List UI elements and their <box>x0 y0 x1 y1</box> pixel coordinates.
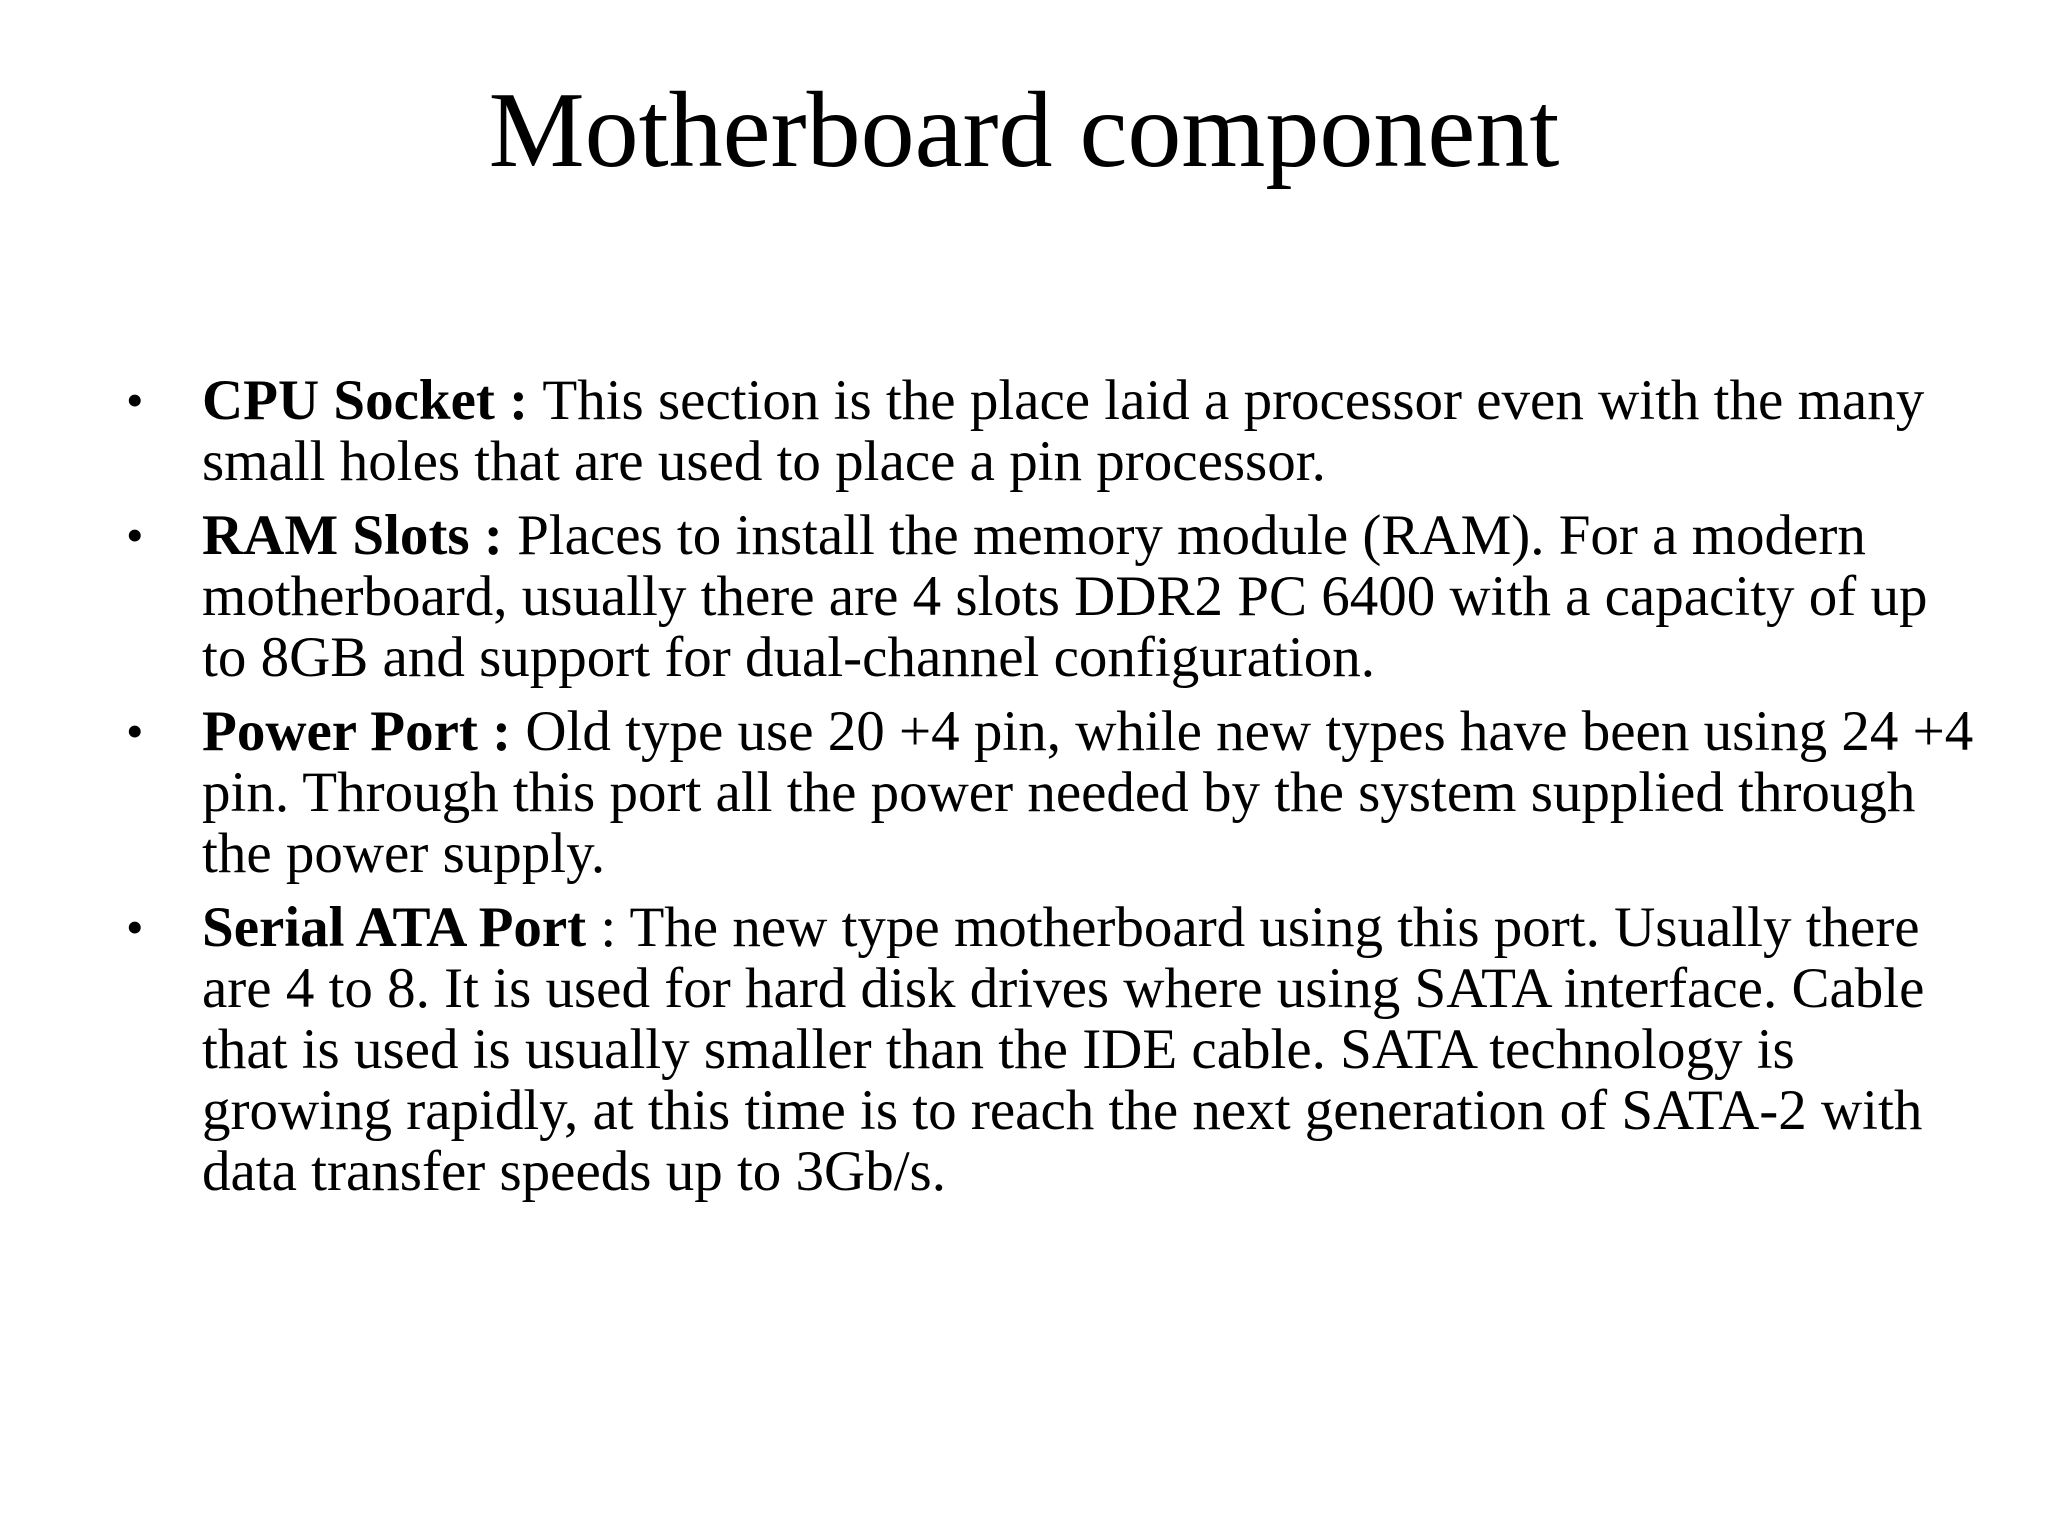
term-serial-ata-port: Serial ATA Port <box>202 896 587 959</box>
list-item-power-port <box>120 701 1980 884</box>
term-power-port: Power Port <box>202 700 478 763</box>
list-item-serial-ata-port <box>120 897 1980 1202</box>
description-power-port: Old type use 20 +4 pin, while new types have been using 24 +4 pin. Through this port all the power needed by the system supplied through the power supply. <box>202 700 1974 885</box>
description-serial-ata-port: The new type motherboard using this port. Usually there are 4 to 8. It is used for hard disk drives where using SATA interface. Cable that is used is usually smaller than the IDE cable. SATA technology is growing rapidly, at this time is to reach the next generation of SATA-2 with data transfer speeds up to 3Gb/s. <box>202 896 1925 1203</box>
term-separator: : <box>494 369 543 432</box>
slide-title: Motherboard component <box>488 71 1560 190</box>
term-cpu-socket: CPU Socket <box>202 369 495 432</box>
description-ram-slots: Places to install the memory module (RAM). For a modern motherboard, usually there are 4 slots DDR2 PC 6400 with a capacity of up to 8GB and support for dual-channel configuration. <box>202 504 1928 689</box>
bullet-icon: • <box>126 372 144 428</box>
term-separator: : <box>477 700 526 763</box>
term-separator: : <box>586 896 630 959</box>
list-item-cpu-socket <box>120 370 1980 492</box>
bullet-icon: • <box>126 899 144 955</box>
term-separator: : <box>469 504 518 567</box>
description-cpu-socket: This section is the place laid a processor even with the many small holes that are used to place a pin processor. <box>202 369 1925 493</box>
list-item-ram-slots <box>120 505 1980 688</box>
term-ram-slots: RAM Slots <box>202 504 470 567</box>
bullet-icon: • <box>126 703 144 759</box>
bullet-icon: • <box>126 507 144 563</box>
bullet-list <box>120 370 1980 1215</box>
